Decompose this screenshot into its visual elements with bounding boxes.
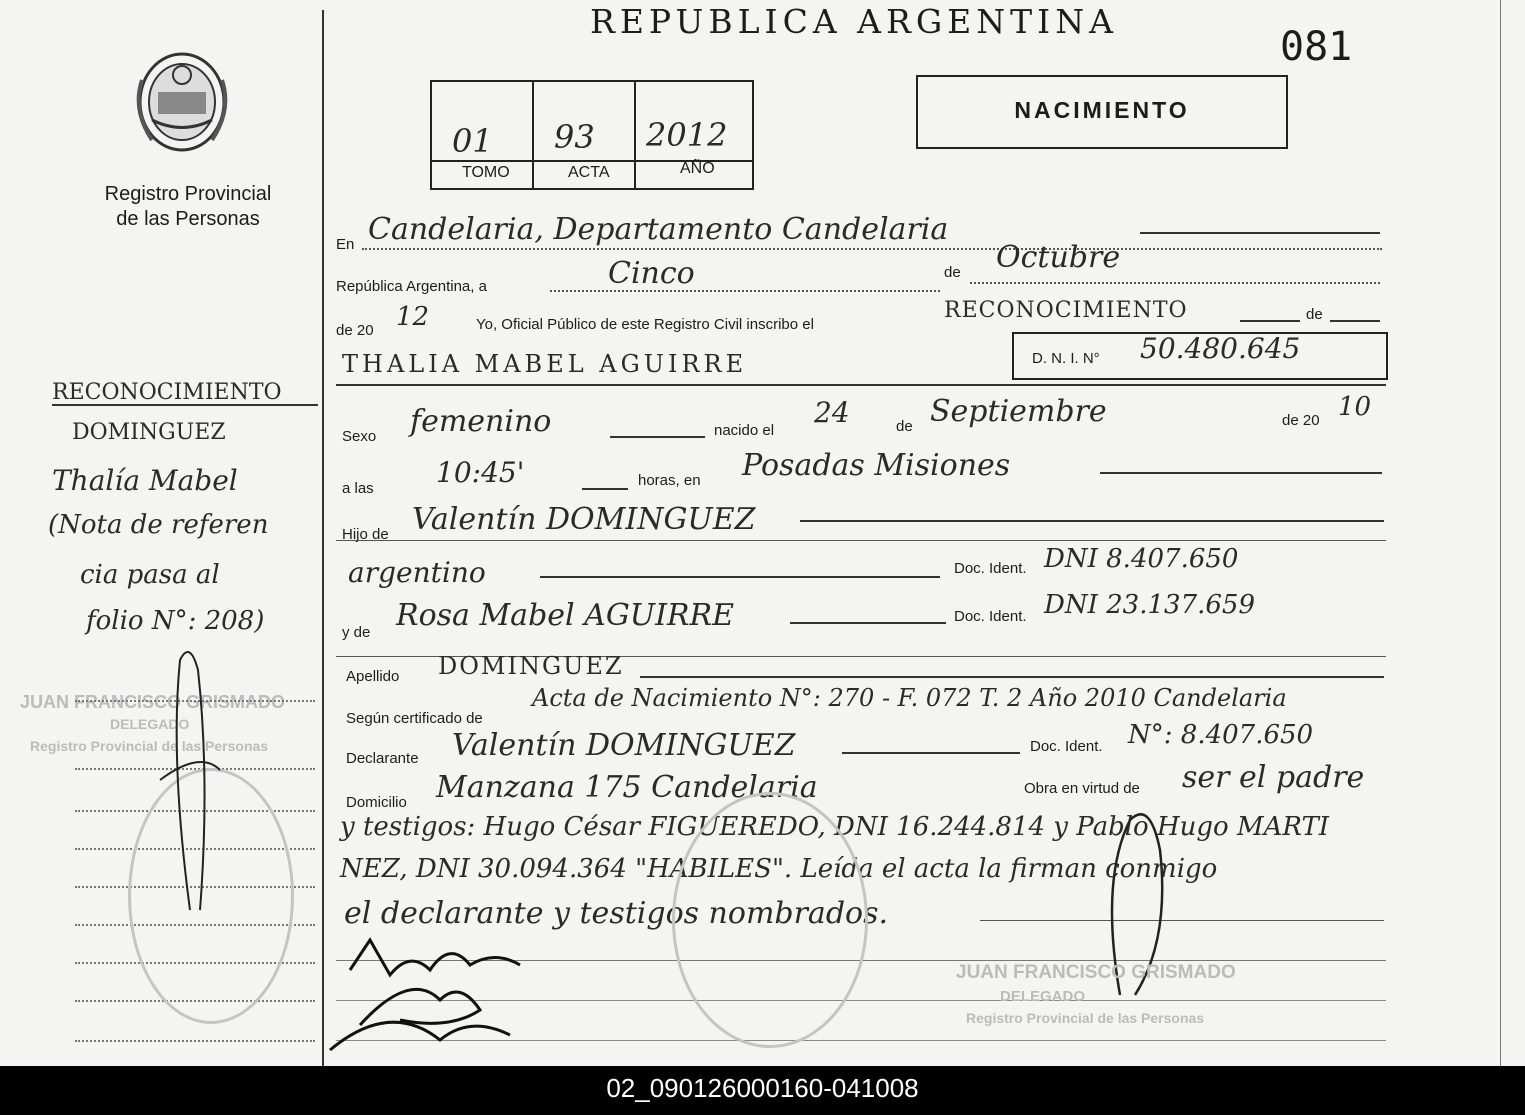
value-apellido: DOMINGUEZ: [438, 652, 624, 680]
page-divider: [322, 10, 324, 1066]
value-declarante: Valentín DOMINGUEZ: [452, 728, 796, 763]
value-padre: Valentín DOMINGUEZ: [412, 502, 756, 537]
label-doc-3: Doc. Ident.: [1030, 738, 1103, 755]
margin-note-4: (Nota de referen: [48, 510, 269, 540]
label-nacido: nacido el: [714, 422, 775, 439]
label-obra: Obra en virtud de: [1024, 780, 1140, 797]
value-mes: Octubre: [996, 240, 1121, 275]
label-inscribo: Yo, Oficial Público de este Registro Civil inscribo el: [476, 316, 814, 333]
value-madre: Rosa Mabel AGUIRRE: [396, 598, 734, 633]
label-dni: D. N. I. N°: [1032, 350, 1100, 367]
record-number-box: [430, 80, 754, 190]
value-nac-padre: argentino: [348, 556, 486, 589]
value-texto-2: NEZ, DNI 30.094.364 "HABILES". Leída el acta la firman conmigo: [340, 854, 1218, 884]
margin-signature: [150, 640, 240, 920]
value-dia: Cinco: [608, 256, 695, 291]
margin-note-6: folio N°: 208): [86, 606, 265, 636]
scan-filename-bar: [0, 1066, 1525, 1115]
value-nac-mes: Septiembre: [930, 394, 1107, 429]
label-de-3: de: [896, 418, 913, 435]
value-doc-padre: DNI 8.407.650: [1044, 544, 1239, 574]
acta-value: 93: [554, 118, 595, 156]
registry-line-1: Registro Provincial: [104, 183, 272, 205]
margin-note-2: DOMINGUEZ: [72, 420, 226, 445]
value-domicilio: Manzana 175 Candelaria: [436, 770, 818, 805]
tomo-label: TOMO: [462, 164, 510, 181]
label-de-2: de: [1306, 306, 1323, 323]
label-de-1: de: [944, 264, 961, 281]
doc-type-box: [916, 75, 1288, 149]
value-nac-dia: 24: [814, 396, 850, 429]
label-y-de: y de: [342, 624, 371, 641]
label-alas: a las: [342, 480, 374, 497]
value-lugar-nac: Posadas Misiones: [742, 448, 1011, 483]
folio-number: 081: [1280, 24, 1353, 70]
official-watermark-2: DELEGADO: [1000, 988, 1086, 1005]
label-domicilio: Domicilio: [346, 794, 407, 811]
registry-name: [88, 182, 288, 232]
value-lugar: Candelaria, Departamento Candelaria: [368, 212, 949, 247]
label-apellido: Apellido: [346, 668, 400, 685]
tomo-value: 01: [452, 122, 493, 160]
margin-note-5: cia pasa al: [80, 560, 220, 590]
registry-line-2: de las Personas: [116, 208, 260, 230]
official-watermark-3: Registro Provincial de las Personas: [966, 1010, 1205, 1026]
label-en: En: [336, 236, 355, 253]
country-title: REPUBLICA ARGENTINA: [590, 2, 1118, 41]
label-doc-1: Doc. Ident.: [954, 560, 1027, 577]
value-hora: 10:45': [436, 456, 525, 489]
declarant-signatures: [320, 930, 580, 1060]
value-certificado: Acta de Nacimiento N°: 270 - F. 072 T. 2 Año 2010 Candelaria: [532, 684, 1287, 712]
scan-filename: 02_090126000160-041008: [606, 1073, 919, 1103]
label-declarante: Declarante: [346, 750, 419, 767]
label-horas: horas, en: [638, 472, 701, 489]
margin-note-1: RECONOCIMIENTO: [52, 380, 282, 405]
label-de-20: de 20: [336, 322, 374, 339]
label-doc-2: Doc. Ident.: [954, 608, 1027, 625]
label-hijo: Hijo de: [342, 526, 389, 543]
value-nac-anio: 10: [1338, 392, 1372, 422]
acta-label: ACTA: [568, 164, 610, 181]
value-obra: ser el padre: [1182, 760, 1365, 795]
value-anio: 12: [396, 302, 430, 332]
anio-value: 2012: [646, 116, 728, 154]
label-republica: República Argentina, a: [336, 278, 487, 295]
province-coat-of-arms: [122, 40, 242, 160]
anio-label: AÑO: [680, 160, 715, 177]
margin-watermark-2: DELEGADO: [110, 716, 190, 732]
right-edge: [1500, 0, 1501, 1066]
value-nombre: THALIA MABEL AGUIRRE: [342, 350, 748, 378]
label-de-20b: de 20: [1282, 412, 1320, 429]
value-texto-3: el declarante y testigos nombrados.: [344, 896, 889, 931]
value-acto: RECONOCIMIENTO: [944, 298, 1188, 323]
value-doc-decl: N°: 8.407.650: [1128, 720, 1314, 750]
margin-watermark-3: Registro Provincial de las Personas: [30, 738, 269, 754]
official-stamp: [672, 792, 868, 1048]
value-texto-1: y testigos: Hugo César FIGUEREDO, DNI 16.244.814 y Pablo Hugo MARTI: [340, 812, 1330, 842]
label-segun: Según certificado de: [346, 710, 483, 727]
value-dni: 50.480.645: [1140, 332, 1301, 365]
margin-note-3: Thalía Mabel: [52, 464, 238, 497]
label-sexo: Sexo: [342, 428, 377, 445]
value-doc-madre: DNI 23.137.659: [1044, 590, 1255, 620]
value-sexo: femenino: [410, 404, 552, 439]
official-watermark-1: JUAN FRANCISCO GRISMADO: [956, 962, 1236, 983]
margin-watermark-1: JUAN FRANCISCO GRISMADO: [20, 692, 286, 712]
doc-type: NACIMIENTO: [1014, 97, 1190, 123]
